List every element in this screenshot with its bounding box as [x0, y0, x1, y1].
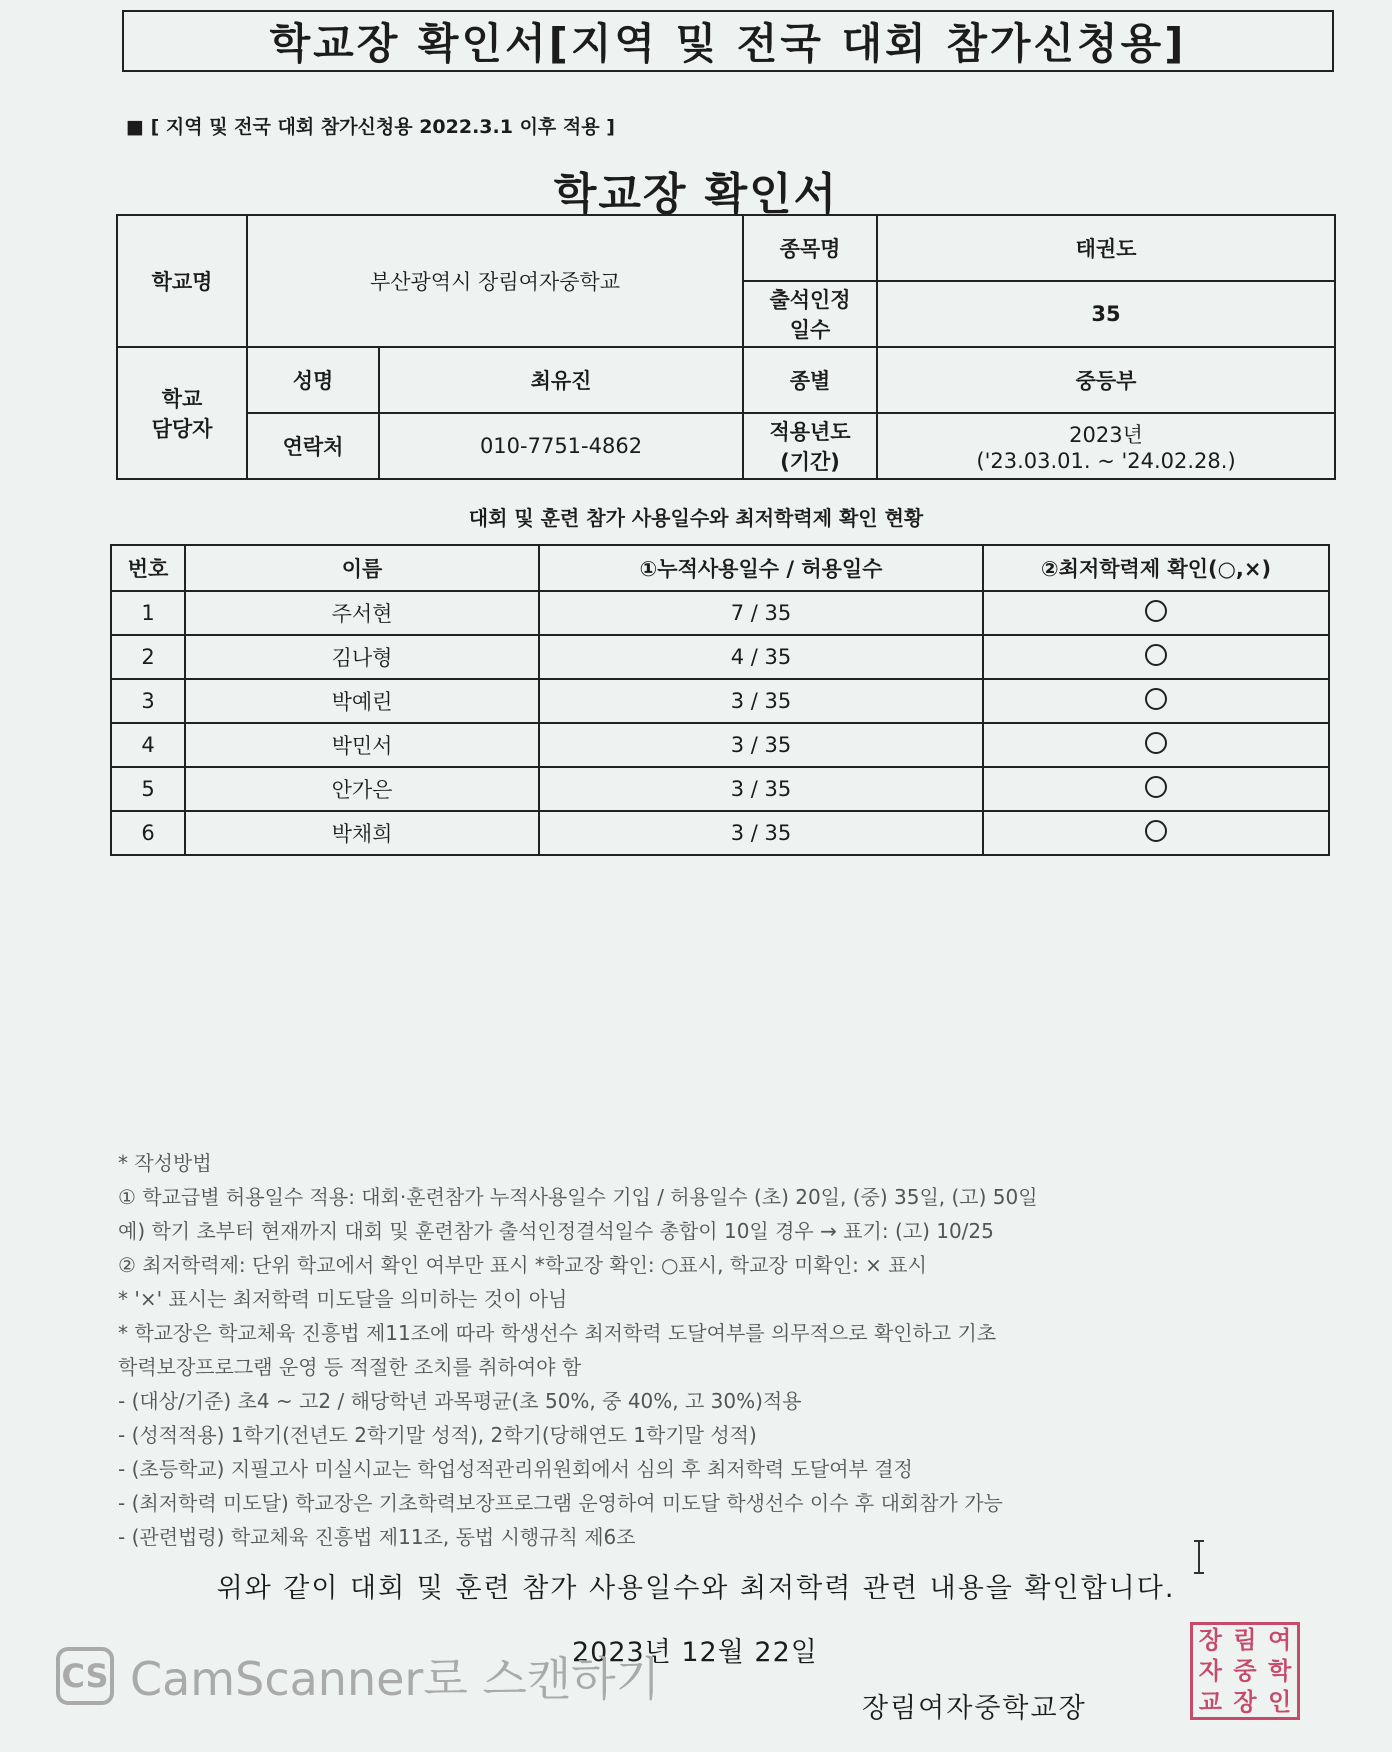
table-row — [111, 767, 1329, 811]
note-line: * 학교장은 학교체육 진흥법 제11조에 따라 학생선수 최저학력 도달여부를 의무적으로 확인하고 기초 — [118, 1321, 997, 1345]
camscanner-watermark — [56, 1643, 660, 1709]
note-line: 예) 학기 초부터 현재까지 대회 및 훈련참가 출석인정결석일수 총합이 10일 경우 → 표기: (고) 10/25 — [118, 1219, 994, 1243]
row-days: 3 / 35 — [539, 767, 983, 811]
circle-mark-icon — [1145, 732, 1167, 754]
circle-mark-icon — [1145, 820, 1167, 842]
note-line: 학력보장프로그램 운영 등 적절한 조치를 취하여야 함 — [118, 1355, 582, 1379]
watermark-text: CamScanner로 스캔하기 — [130, 1652, 661, 1706]
division-label: 종별 — [743, 347, 877, 413]
main-title: 학교장 확인서[지역 및 전국 대회 참가신청용] — [122, 10, 1334, 72]
camscanner-logo-icon: CS — [56, 1647, 114, 1705]
student-table — [110, 544, 1330, 856]
notes-heading: * 작성방법 — [118, 1151, 212, 1175]
row-name: 주서현 — [185, 591, 539, 635]
circle-mark-icon — [1145, 776, 1167, 798]
row-name: 박민서 — [185, 723, 539, 767]
name-value: 최유진 — [379, 347, 743, 413]
table-header-row — [111, 545, 1329, 591]
row-name: 박예린 — [185, 679, 539, 723]
info-table — [116, 214, 1336, 480]
official-seal-stamp: 장 림 여 자 중 학 교 장 인 — [1190, 1622, 1300, 1720]
confirm-statement: 위와 같이 대회 및 훈련 참가 사용일수와 최저학력 관련 내용을 확인합니다. — [216, 1573, 1176, 1604]
notice-text: [ 지역 및 전국 대회 참가신청용 2022.3.1 이후 적용 ] — [150, 116, 615, 138]
notice-line — [126, 112, 615, 139]
table-row — [111, 591, 1329, 635]
row-confirm — [983, 679, 1329, 723]
year-value — [877, 413, 1335, 479]
note-line: - (대상/기준) 초4 ~ 고2 / 해당학년 과목평균(초 50%, 중 40%, 고 30%)적용 — [118, 1389, 802, 1413]
attendance-label-line2: 일수 — [789, 318, 831, 342]
table-row — [111, 811, 1329, 855]
year-label-line2: (기간) — [780, 450, 840, 474]
contact-value: 010-7751-4862 — [379, 413, 743, 479]
attendance-label-line1: 출석인정 — [769, 288, 851, 312]
section-title: 대회 및 훈련 참가 사용일수와 최저학력제 확인 현황 — [468, 506, 924, 530]
table-row — [111, 679, 1329, 723]
note-line: ① 학교급별 허용일수 적용: 대회·훈련참가 누적사용일수 기입 / 허용일수 (초) 20일, (중) 35일, (고) 50일 — [118, 1185, 1038, 1209]
note-line: - (최저학력 미도달) 학교장은 기초학력보장프로그램 운영하여 미도달 학생선수 이수 후 대회참가 가능 — [118, 1491, 1003, 1515]
row-no: 6 — [111, 811, 185, 855]
attendance-label — [743, 281, 877, 347]
issue-date: 2023년 12월 22일 — [572, 1637, 818, 1668]
signer-name: 장림여자중학교장 — [862, 1693, 1087, 1724]
row-confirm — [983, 635, 1329, 679]
school-label: 학교명 — [117, 215, 247, 347]
row-name: 안가은 — [185, 767, 539, 811]
row-confirm — [983, 811, 1329, 855]
circle-mark-icon — [1145, 600, 1167, 622]
row-days: 7 / 35 — [539, 591, 983, 635]
header-no: 번호 — [111, 545, 185, 591]
table-row — [111, 635, 1329, 679]
circle-mark-icon — [1145, 688, 1167, 710]
notice-marker: ■ — [126, 116, 144, 138]
row-no: 4 — [111, 723, 185, 767]
note-line: ② 최저학력제: 단위 학교에서 확인 여부만 표시 *학교장 확인: ○표시, 학교장 미확인: × 표시 — [118, 1253, 927, 1277]
row-confirm — [983, 767, 1329, 811]
event-value: 태권도 — [877, 215, 1335, 281]
row-confirm — [983, 723, 1329, 767]
row-days: 3 / 35 — [539, 723, 983, 767]
text-cursor-icon — [1192, 1540, 1206, 1574]
note-line: - (관련법령) 학교체육 진흥법 제11조, 동법 시행규칙 제6조 — [118, 1525, 636, 1549]
header-days: ①누적사용일수 / 허용일수 — [539, 545, 983, 591]
division-value: 중등부 — [877, 347, 1335, 413]
contact-label: 연락처 — [247, 413, 379, 479]
header-confirm: ②최저학력제 확인(○,×) — [983, 545, 1329, 591]
note-line: * '×' 표시는 최저학력 미도달을 의미하는 것이 아님 — [118, 1287, 568, 1311]
staff-label-line2: 담당자 — [151, 417, 213, 441]
notes-block — [118, 1146, 1318, 1554]
year-value-line1: 2023년 — [1069, 423, 1143, 447]
year-value-line2: ('23.03.01. ~ '24.02.28.) — [976, 449, 1236, 473]
staff-label-line1: 학교 — [161, 387, 203, 411]
row-no: 3 — [111, 679, 185, 723]
header-name: 이름 — [185, 545, 539, 591]
year-label-line1: 적용년도 — [769, 420, 851, 444]
row-days: 3 / 35 — [539, 811, 983, 855]
row-name: 박채희 — [185, 811, 539, 855]
name-label: 성명 — [247, 347, 379, 413]
row-days: 4 / 35 — [539, 635, 983, 679]
circle-mark-icon — [1145, 644, 1167, 666]
row-no: 2 — [111, 635, 185, 679]
note-line: - (성적적용) 1학기(전년도 2학기말 성적), 2학기(당해연도 1학기말 성적) — [118, 1423, 757, 1447]
row-no: 5 — [111, 767, 185, 811]
attendance-value: 35 — [877, 281, 1335, 347]
school-value: 부산광역시 장림여자중학교 — [247, 215, 743, 347]
table-row — [111, 723, 1329, 767]
doc-title: 학교장 확인서 — [553, 169, 839, 220]
row-name: 김나형 — [185, 635, 539, 679]
staff-label — [117, 347, 247, 479]
event-label: 종목명 — [743, 215, 877, 281]
row-no: 1 — [111, 591, 185, 635]
note-line: - (초등학교) 지필고사 미실시교는 학업성적관리위원회에서 심의 후 최저학력 도달여부 결정 — [118, 1457, 913, 1481]
year-label — [743, 413, 877, 479]
row-days: 3 / 35 — [539, 679, 983, 723]
row-confirm — [983, 591, 1329, 635]
